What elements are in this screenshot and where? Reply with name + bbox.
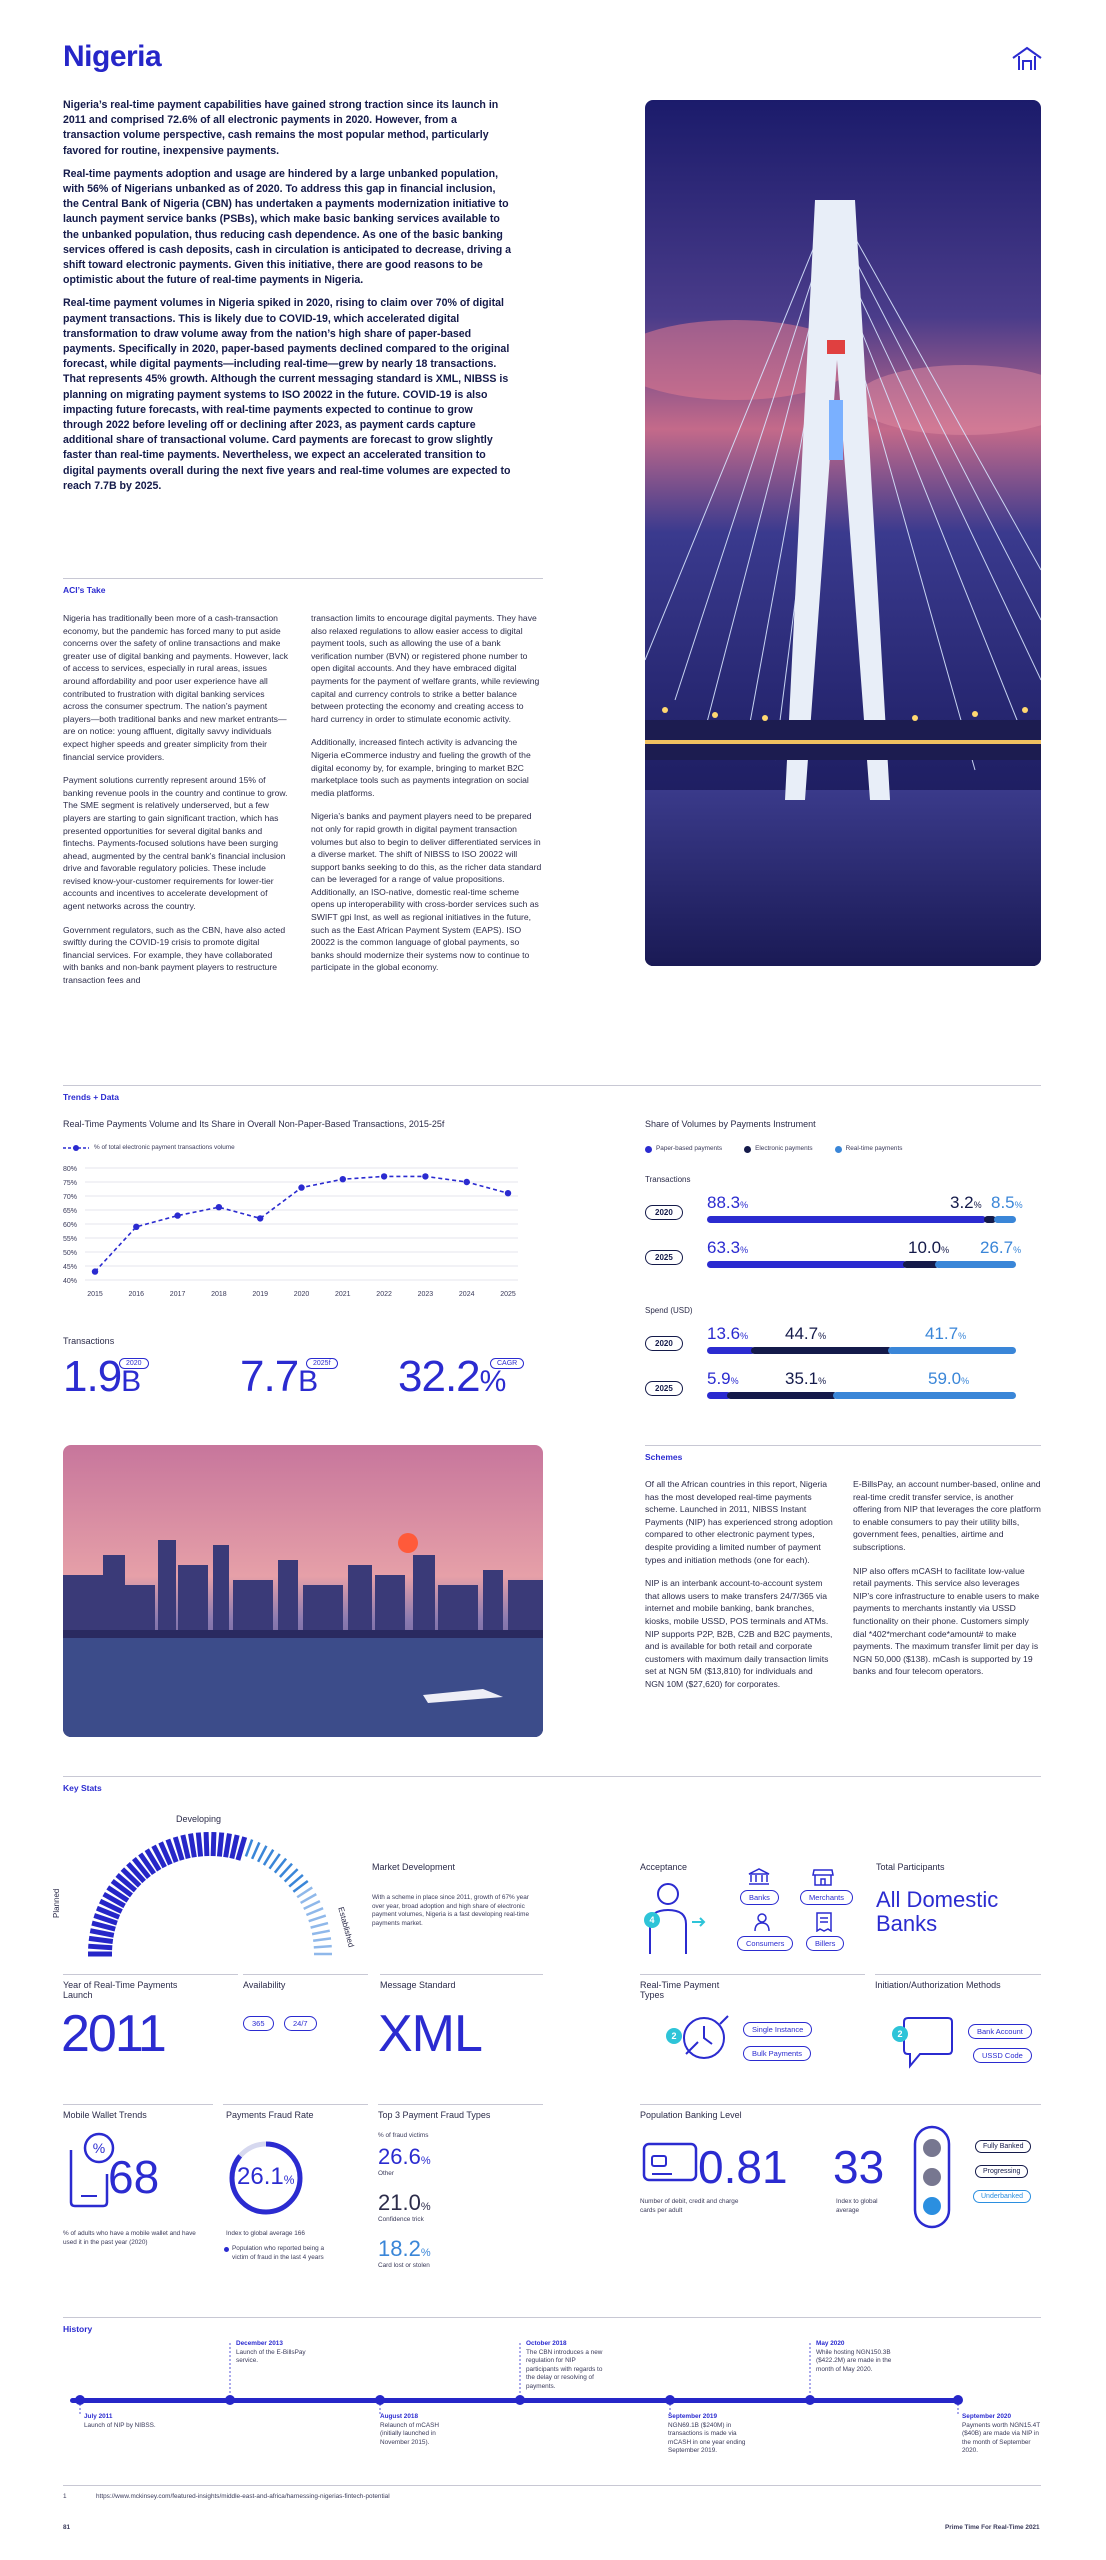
aci-paragraph: transaction limits to encourage digital payments. They have also relaxed regulations to allow easier access to digital payment tools, such as allowing the use of a bank verification number (BVN) or registered phone number to open digital accounts. And they have embraced digital payments for the payment of welfare grants, while reviewing capital and currency controls to strike a better balance between protecting the economy and creating access to hard currency in order to stimulate economic activity.	[311, 613, 540, 724]
schemes-paragraph: Of all the African countries in this report, Nigeria has the most developed real-time payments scheme. Launched in 2011, NIBSS Instant Payments (NIP) has experienced strong adoption compared to other electronic payment types, despite providing a limited number of payment types and initiation methods (one for each).	[645, 1479, 833, 1565]
tx-stat-tag: 2025f	[306, 1358, 338, 1369]
market-dev-title: Market Development	[372, 1862, 456, 1872]
tx-stat-unit: B	[121, 1365, 141, 1398]
page-title: Nigeria	[63, 40, 162, 73]
gauge-tick	[297, 1887, 312, 1897]
tx-stat-tag: CAGR	[490, 1358, 524, 1369]
fraud-title: Payments Fraud Rate	[226, 2110, 314, 2120]
banking-level-pill: Fully Banked	[975, 2140, 1031, 2153]
timeline-dot	[75, 2395, 85, 2405]
consumer-icon	[752, 1912, 772, 1932]
legend-text: Electronic payments	[755, 1145, 813, 1152]
share-spend-label: Spend (USD)	[645, 1306, 693, 1315]
gauge-tick	[306, 1908, 323, 1915]
gauge-label-developing: Developing	[176, 1814, 222, 1824]
top3-item: 21.0% Confidence trick	[378, 2190, 431, 2223]
x-tick-label: 2019	[252, 1291, 268, 1298]
gauge-tick	[246, 1840, 252, 1857]
legend-dot-icon	[224, 2247, 229, 2252]
wallet-value: 68	[108, 2151, 160, 2203]
market-development-gauge	[60, 1812, 360, 1962]
gauge-tick	[90, 1931, 114, 1936]
line-chart-title: Real-Time Payments Volume and Its Share in Overall Non-Paper-Based Transactions, 2015-25f	[63, 1119, 445, 1129]
share-legend	[645, 1145, 902, 1154]
gauge-tick	[252, 1842, 259, 1858]
share-bar-electronic	[903, 1261, 939, 1268]
footnote-link[interactable]: https://www.mckinsey.com/featured-insights/middle-east-and-africa/harnessing-nigerias-fintech-potential	[96, 2493, 390, 2500]
history-event-top: October 2018 The CBN introduces a new regulation for NIP participants with regards to the delay or resolving of payments.	[526, 2340, 603, 2390]
y-tick-label: 45%	[63, 1264, 78, 1271]
message-standard-value: XML	[378, 2005, 482, 2063]
intro-text	[63, 98, 513, 502]
data-point	[133, 1224, 139, 1230]
pop-index-note: Index to global average	[836, 2198, 878, 2214]
legend-dot-icon	[645, 1146, 652, 1153]
wallet-note: % of adults who have a mobile wallet and have used it in the past year (2020)	[63, 2230, 196, 2246]
year-pill: 2020	[645, 1336, 683, 1351]
x-tick-label: 2020	[293, 1291, 310, 1298]
availability-pill: 365	[243, 2016, 274, 2031]
share-bar-paper	[707, 1216, 986, 1223]
gauge-tick	[312, 1931, 330, 1934]
share-value-realtime: 26.7%	[980, 1238, 1022, 1257]
footnote-number: 1	[63, 2493, 67, 2500]
share-value-realtime: 8.5%	[991, 1193, 1023, 1212]
banking-level-pill: Underbanked	[973, 2190, 1031, 2203]
y-tick-label: 75%	[63, 1180, 78, 1187]
key-stats-label: Key Stats	[63, 1783, 102, 1793]
aci-take-col1	[63, 612, 288, 998]
svg-text:2: 2	[671, 2031, 677, 2041]
schemes-paragraph: NIP also offers mCASH to facilitate low-value retail payments. This service also leverages NIP’s core infrastructure to enable users to make payments to merchants instantly via USSD functionality on their phone. Customers simply dial *402*merchant code*amount# to make payments. The maximum transfer limit per day is NGN 50,000 ($138). mCash is supported by 19 banks and four telecom operators.	[853, 1565, 1040, 1677]
init-method-pill: Bank Account	[968, 2024, 1032, 2039]
tx-stat-1	[63, 1352, 140, 1402]
share-bar-electronic	[727, 1392, 837, 1399]
history-event-bottom: August 2018 Relaunch of mCASH (initially launched in November 2015).	[380, 2413, 439, 2446]
y-tick-label: 50%	[63, 1250, 78, 1257]
data-point	[381, 1173, 387, 1179]
data-point	[216, 1204, 222, 1210]
history-event-bottom: July 2011 Launch of NIP by NIBSS.	[84, 2413, 156, 2429]
timeline-dot	[953, 2395, 963, 2405]
share-value-paper: 13.6%	[707, 1324, 749, 1343]
gauge-tick	[309, 1916, 326, 1922]
gauge-label-established: Established	[336, 1906, 356, 1949]
gauge-tick	[183, 1835, 188, 1858]
x-tick-label: 2017	[169, 1291, 186, 1298]
y-tick-label: 80%	[63, 1166, 78, 1173]
bank-icon	[748, 1868, 770, 1886]
timeline-dot	[225, 2395, 235, 2405]
intro-paragraph: Real-time payment volumes in Nigeria spiked in 2020, rising to claim over 70% of digital payment transactions. This is likely due to COVID-19, which accelerated digital transformation to draw volume away from the nation’s high share of paper-based payments. Specifically in 2020, paper-based payments declined compared to the original forecast, while digital payments—including real-time—grew by nearly 18 transactions. That represents 45% growth. Although the current messaging standard is XML, NIBSS is planning on migrating payment systems to ISO 20022 in the future. COVID-19 is also impacting future forecasts, with real-time payments expected to continue to grow through 2022 before leveling off or declining after 2023, as payment cards capture additional share of transactional volume. Card payments are forecast to grow slightly faster than real-time payments. Nevertheless, we expect an accelerated transition to digital payments overall during the next five years and real-time volumes are expected to reach 7.7B by 2025.	[63, 297, 511, 492]
share-transactions-label: Transactions	[645, 1175, 691, 1184]
line-legend-text: % of total electronic payment transactions volume	[94, 1144, 235, 1151]
bill-icon	[815, 1912, 833, 1932]
intro-paragraph: Real-time payments adoption and usage are hindered by a large unbanked population, with 56% of Nigerians unbanked as of 2020. To address this gap in financial inclusion, the Central Bank of Nigeria (CBN) has undertaken a payments modernization initiative to launch payment service banks (PSBs), which make basic banking services available to the unbanked population, thus reducing cash dependence. As one of the basic banking services offered is cash deposits, cash in circulation is anticipated to decrease, driving a shift toward electronic payments. Given this initiative, there are good reasons to be optimistic about the future of real-time payments in Nigeria.	[63, 167, 512, 287]
availability-title: Availability	[243, 1980, 286, 1990]
init-title: Initiation/Authorization Methods	[875, 1980, 1001, 1990]
legend-text: Paper-based payments	[656, 1145, 723, 1152]
x-tick-label: 2021	[335, 1291, 351, 1298]
gauge-tick	[313, 1938, 331, 1940]
schemes-paragraph: NIP is an interbank account-to-account system that allows users to make transfers 24/7/365 via internet and mobile banking, bank branches, kiosks, mobile USSD, POS terminals and ATMs. NIP supports P2P, B2B, C2B and B2C payments, and is available for both retail and corporate customers with maximum daily transaction limits set at NGN 5M ($13,810) for individuals and NGN 10M ($27,620) for corporates.	[645, 1578, 833, 1689]
line-legend	[63, 1144, 235, 1153]
acceptance-pill: Billers	[806, 1936, 844, 1951]
gauge-tick	[191, 1834, 195, 1858]
gauge-tick	[304, 1901, 320, 1909]
acceptance-person-icon	[640, 1880, 710, 1960]
data-point	[298, 1184, 304, 1190]
card-icon	[642, 2142, 698, 2186]
city-photo	[63, 1445, 543, 1737]
fraud-index: Index to global average 166	[226, 2230, 305, 2237]
legend-text: Real-time payments	[845, 1145, 903, 1152]
gauge-tick	[264, 1850, 273, 1865]
year-pill: 2025	[645, 1250, 683, 1265]
share-bar-realtime	[888, 1347, 1016, 1354]
footer-title: Prime Time For Real-Time 2021	[945, 2524, 1040, 2531]
tx-stat-value: 7.7	[240, 1352, 299, 1401]
timeline-dot	[375, 2395, 385, 2405]
history-event-bottom: September 2020 Payments worth NGN15.4T ($40B) are made via NIP in the month of September 2020.	[962, 2413, 1041, 2455]
aci-paragraph: Payment solutions currently represent around 15% of banking revenue pools in the country and continue to grow. The SME segment is relatively underserved, but a few players are starting to gain significant traction, which has presented opportunities for several digital banks and fintechs. Payments-focused solutions have been surging ahead, augmented by the central bank’s financial inclusion drive and favorable regulatory policies. These include revised know-your-customer requirements for lower-tier accounts and incentives to accelerate development of agent networks across the country.	[63, 775, 288, 912]
pop-index: 33	[833, 2141, 885, 2193]
wallet-title: Mobile Wallet Trends	[63, 2110, 147, 2120]
fraud-legend: Population who reported being a victim of fraud in the last 4 years	[232, 2245, 342, 2262]
data-point	[257, 1215, 263, 1221]
gauge-tick	[213, 1832, 214, 1856]
gauge-tick	[301, 1894, 317, 1903]
top3-item: 18.2% Card lost or stolen	[378, 2236, 431, 2269]
share-bar-paper	[707, 1261, 907, 1268]
gauge-tick	[219, 1833, 221, 1857]
share-bar-paper	[707, 1347, 755, 1354]
x-tick-label: 2018	[211, 1291, 227, 1298]
aci-paragraph: Nigeria’s banks and payment players need to be prepared not only for rapid growth in digital payment transaction volumes but also to begin to deliver differentiated services in a diverse market. The shift of NIBSS to ISO 20022 will support banks seeking to do this, as the richer data standard can be leveraged for a range of value propositions. Additionally, an ISO-native, domestic real-time scheme opens up interoperability with cross-border services such as SWIFT gpi Inst, as well as regional initiatives in the future, such as the East African Payment System (EAPS). ISO 20022 is the common language of global payments, so banks should modernize their systems now to continue to participate in the global economy.	[311, 811, 542, 973]
top3-sub: % of fraud victims	[378, 2132, 429, 2139]
data-point	[422, 1173, 428, 1179]
pop-title: Population Banking Level	[640, 2110, 742, 2120]
gauge-tick	[206, 1832, 207, 1856]
share-title: Share of Volumes by Payments Instrument	[645, 1119, 816, 1129]
year-pill: 2025	[645, 1381, 683, 1396]
legend-dot-icon	[744, 1146, 751, 1153]
pop-note: Number of debit, credit and charge cards per adult	[640, 2198, 739, 2214]
chat-device-icon	[890, 2012, 960, 2074]
banking-level-traffic-light	[912, 2124, 952, 2230]
init-method-pill: USSD Code	[973, 2048, 1032, 2063]
top3-title: Top 3 Payment Fraud Types	[378, 2110, 491, 2120]
legend-dashed-line-icon	[63, 1144, 89, 1152]
share-value-paper: 88.3%	[707, 1193, 749, 1212]
data-point	[340, 1176, 346, 1182]
timeline-dot	[515, 2395, 525, 2405]
aci-take-col2	[311, 612, 543, 985]
gauge-tick	[88, 1946, 112, 1948]
gauge-tick	[238, 1837, 245, 1860]
y-tick-label: 60%	[63, 1222, 78, 1229]
clock-transfer-icon	[664, 2010, 734, 2070]
share-value-paper: 63.3%	[707, 1238, 749, 1257]
data-point	[505, 1190, 511, 1196]
history-label: History	[63, 2324, 93, 2334]
intro-paragraph: Nigeria’s real-time payment capabilities have gained strong traction since its launch in 2011 and comprised 72.6% of all electronic payments in 2020. However, from a transaction volume perspective, cash remains the most popular method, particularly favored for routine, inexpensive payments.	[63, 99, 499, 157]
transactions-label: Transactions	[63, 1336, 115, 1346]
home-icon[interactable]	[1010, 46, 1044, 72]
tx-stat-unit: %	[479, 1365, 506, 1398]
trends-label: Trends + Data	[63, 1092, 119, 1102]
aci-paragraph: Government regulators, such as the CBN, have also acted swiftly during the COVID-19 crisis to promote digital financial services. For example, they have collaborated with banks and non-bank payment players to restructure transaction fees and	[63, 924, 286, 986]
share-value-electronic: 3.2%	[950, 1193, 982, 1212]
pop-value: 0.81	[698, 2141, 788, 2193]
y-tick-label: 55%	[63, 1236, 78, 1243]
participants-value: All Domestic Banks	[876, 1887, 999, 1936]
page-number: 81	[63, 2524, 71, 2531]
tx-stat-tag: 2020	[119, 1358, 149, 1369]
x-tick-label: 2025	[500, 1291, 516, 1298]
svg-text:%: %	[92, 2140, 106, 2156]
aci-take-label: ACI’s Take	[63, 585, 106, 595]
share-value-electronic: 10.0%	[908, 1238, 950, 1257]
share-value-realtime: 41.7%	[925, 1324, 967, 1343]
participants-title: Total Participants	[876, 1862, 945, 1872]
svg-text:2: 2	[897, 2029, 903, 2039]
x-tick-label: 2024	[458, 1291, 475, 1298]
x-tick-label: 2015	[87, 1291, 103, 1298]
x-tick-label: 2016	[128, 1291, 145, 1298]
y-tick-label: 70%	[63, 1194, 78, 1201]
history-event-top: May 2020 While hosting NGN150.3B ($422.2M) are made in the month of May 2020.	[816, 2340, 892, 2373]
bridge-photo	[645, 100, 1041, 966]
share-value-electronic: 35.1%	[785, 1369, 827, 1388]
gauge-tick	[258, 1846, 266, 1862]
rt-types-title: Real-Time Payment Types	[640, 1980, 720, 2000]
schemes-paragraph: E-BillsPay, an account number-based, online and real-time credit transfer service, is another offering from NIP that leverages the core platform to enable consumers to pay their utility bills, government fees, penalties, airtime and subscriptions.	[853, 1479, 1041, 1552]
data-point	[92, 1268, 98, 1274]
legend-dot-icon	[835, 1146, 842, 1153]
tx-stat-value: 32.2	[398, 1352, 480, 1401]
availability-pill: 24/7	[284, 2016, 317, 2031]
share-value-paper: 5.9%	[707, 1369, 739, 1388]
tx-stat-value: 1.9	[63, 1352, 122, 1401]
share-value-realtime: 59.0%	[928, 1369, 970, 1388]
fraud-value: 26.1%	[237, 2163, 295, 2190]
aci-paragraph: Nigeria has traditionally been more of a cash-transaction economy, but the pandemic has forced many to put aside concerns over the safety of online transactions and make greater use of digital banking and payments. However, lack of access to services, especially in rural areas, issues around affordability and poor user experience have all contributed to frustration with digital banking services across the consumer spectrum. The nation’s payment players—both traditional banks and new market entrants—are on notice: young affluent, digitally savvy individuals expect higher speeds and greater simplicity from their financial service providers.	[63, 613, 288, 762]
data-point	[174, 1212, 180, 1218]
acceptance-pill: Merchants	[800, 1890, 853, 1905]
gauge-tick	[226, 1834, 230, 1858]
year-pill: 2020	[645, 1205, 683, 1220]
rt-type-pill: Single Instance	[743, 2022, 812, 2037]
share-bar-realtime	[994, 1216, 1016, 1223]
aci-paragraph: Additionally, increased fintech activity is advancing the Nigeria eCommerce industry and fueling the growth of the digital economy by, for example, bringing to market B2C marketplace tools such as payments integration on social media platforms.	[311, 737, 531, 798]
store-icon	[812, 1868, 834, 1886]
share-bar-electronic	[751, 1347, 892, 1354]
gauge-label-planned: Planned	[52, 1888, 61, 1918]
message-standard-title: Message Standard	[380, 1980, 456, 1990]
banking-level-pill: Progressing	[975, 2165, 1028, 2178]
schemes-col2	[853, 1478, 1041, 1689]
x-tick-label: 2022	[376, 1291, 392, 1298]
line-chart	[63, 1160, 523, 1308]
rt-type-pill: Bulk Payments	[743, 2046, 811, 2061]
x-tick-label: 2023	[417, 1291, 434, 1298]
acceptance-pill: Consumers	[737, 1936, 793, 1951]
history-event-bottom: September 2019 NGN69.1B ($240M) in transactions is made via mCASH in one year ending September 2019.	[668, 2413, 746, 2455]
share-bar-realtime	[935, 1261, 1016, 1268]
share-value-electronic: 44.7%	[785, 1324, 827, 1343]
market-dev-text: With a scheme in place since 2011, growth of 67% year over year, broad adoption and high share of electronic payment volumes, Nigeria is a fast developing real-time payments market.	[372, 1894, 529, 1927]
y-tick-label: 65%	[63, 1208, 78, 1215]
acceptance-title: Acceptance	[640, 1862, 688, 1872]
history-event-top: December 2013 Launch of the E-BillsPay service.	[236, 2340, 306, 2365]
gauge-tick	[314, 1946, 332, 1947]
acceptance-pill: Banks	[740, 1890, 779, 1905]
gauge-tick	[89, 1938, 113, 1941]
timeline-dot	[805, 2395, 815, 2405]
top3-item: 26.6% Other	[378, 2144, 431, 2177]
share-bar-realtime	[833, 1392, 1016, 1399]
tx-stat-unit: B	[298, 1365, 318, 1398]
launch-title: Year of Real-Time Payments Launch	[63, 1980, 178, 2000]
gauge-tick	[198, 1833, 200, 1857]
data-point	[464, 1179, 470, 1185]
svg-text:4: 4	[649, 1915, 655, 1925]
gauge-tick	[232, 1835, 237, 1858]
tx-stat-2	[240, 1352, 331, 1402]
schemes-col1	[645, 1478, 833, 1702]
launch-value: 2011	[61, 2005, 165, 2063]
timeline-dot	[665, 2395, 675, 2405]
y-tick-label: 40%	[63, 1278, 78, 1285]
gauge-tick	[311, 1923, 328, 1928]
schemes-label: Schemes	[645, 1452, 683, 1462]
tx-stat-3	[398, 1352, 518, 1402]
